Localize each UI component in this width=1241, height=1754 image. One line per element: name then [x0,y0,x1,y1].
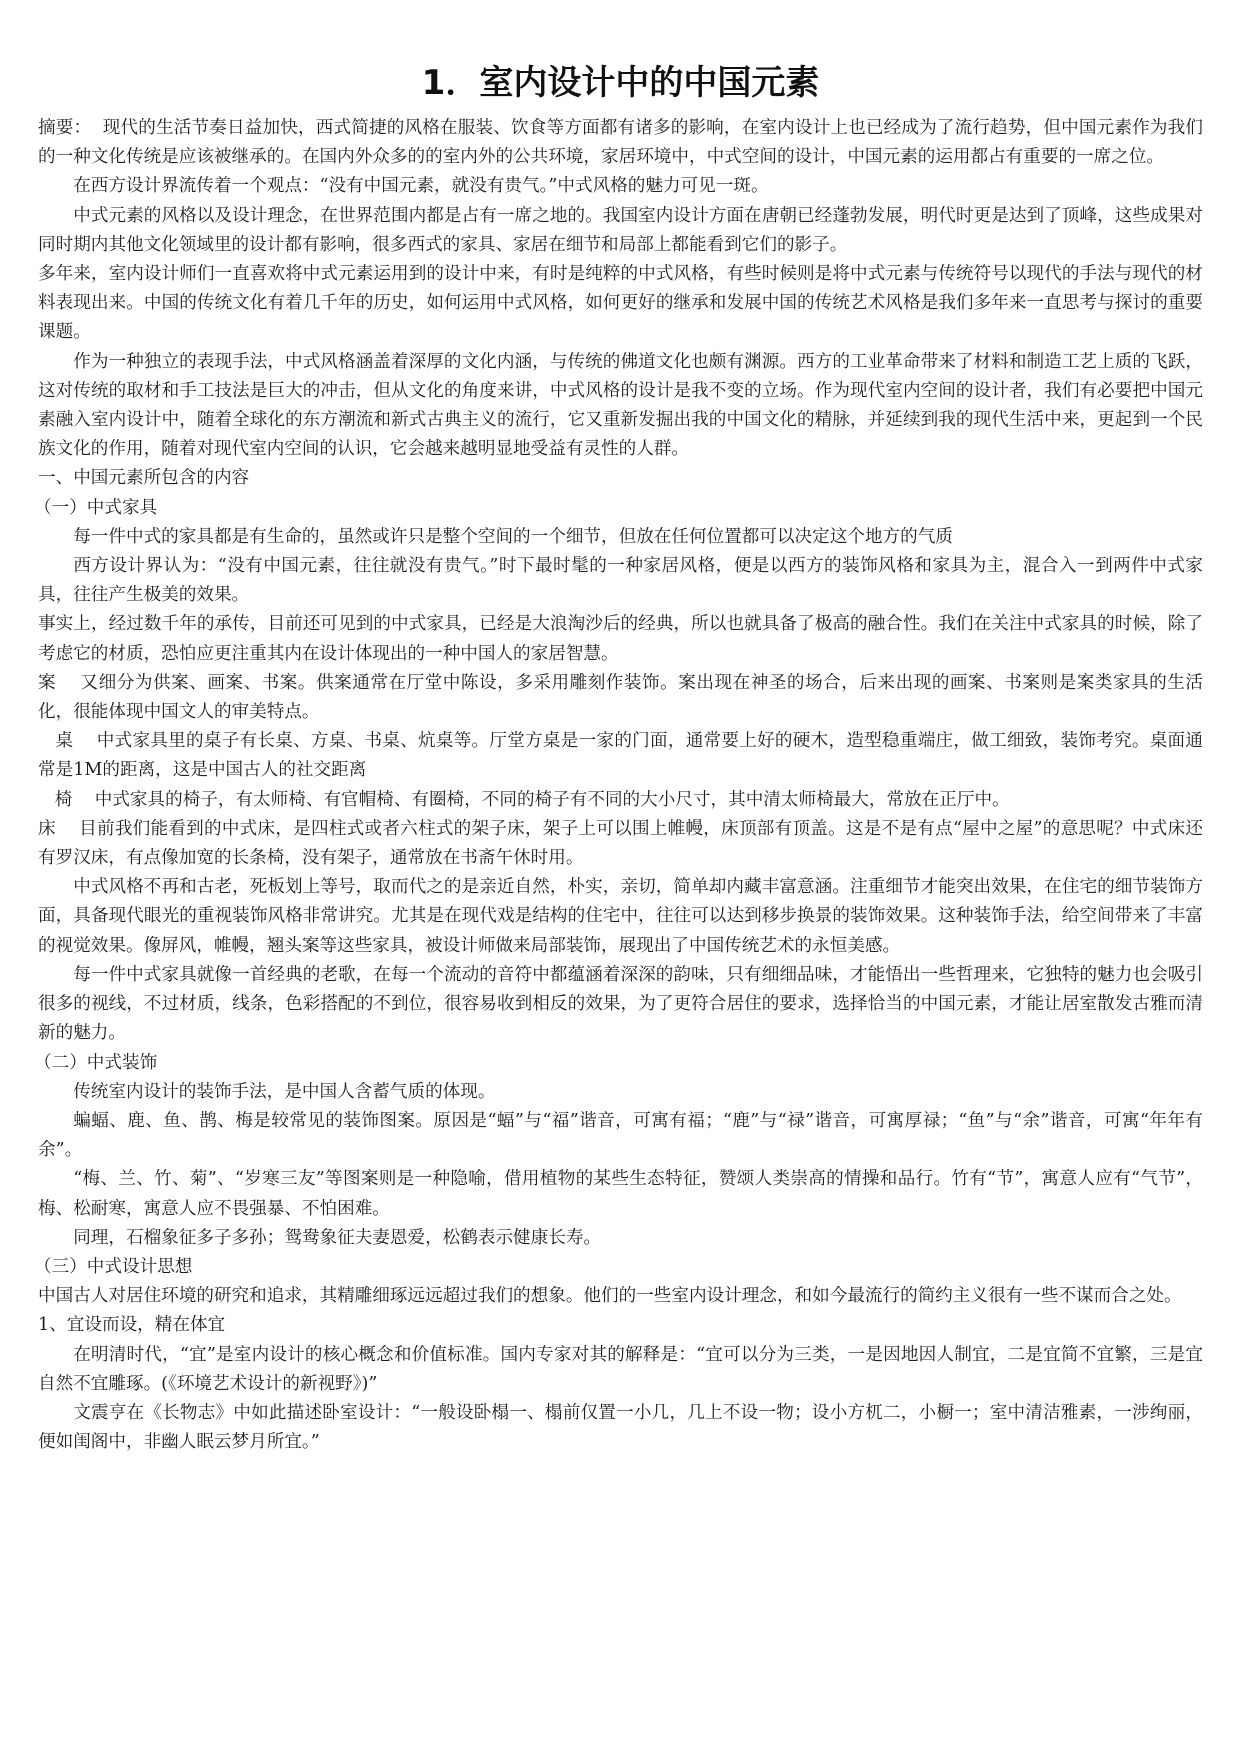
paragraph: 中式元素的风格以及设计理念，在世界范围内都是占有一席之地的。我国室内设计方面在唐朝已经蓬勃发展，明代时更是达到了顶峰，这些成果对同时期内其他文化领域里的设计都有影响，很多西式的家具、家居在细节和局部上都能看到它们的影子。 [38,205,1203,255]
subsection-heading: （二）中式装饰 [34,1052,158,1073]
paragraph: 中式风格不再和古老，死板划上等号，取而代之的是亲近自然，朴实，亲切，简单却内藏丰富意涵。注重细节才能突出效果，在住宅的细节装饰方面，具备现代眼光的重视装饰风格非常讲究。尤其是在现代戏是结构的住宅中，往往可以达到移步换景的装饰效果。这种装饰手法，给空间带来了丰富的视觉效果。像屏风，帷幔，翘头案等这些家具，被设计师做来局部装饰，展现出了中国传统艺术的永恒美感。 [38,877,1203,956]
document-body [34,114,1203,1457]
paragraph: 桌 中式家具里的桌子有长桌、方桌、书桌、炕桌等。厅堂方桌是一家的门面，通常要上好的硬木，造型稳重端庄，做工细致，装饰考究。桌面通常是1M的距离，这是中国古人的社交距离 [38,731,1203,781]
paragraph: 事实上，经过数千年的承传，目前还可见到的中式家具，已经是大浪淘沙后的经典，所以也就具备了极高的融合性。我们在关注中式家具的时候，除了考虑它的材质，恐怕应更注重其内在设计体现出的一种中国人的家居智慧。 [38,614,1203,664]
paragraph: 每一件中式的家具都是有生命的，虽然或许只是整个空间的一个细节，但放在任何位置都可以决定这个地方的气质 [73,526,953,547]
paragraph: 摘要： 现代的生活节奏日益加快，西式简捷的风格在服装、饮食等方面都有诸多的影响，在室内设计上也已经成为了流行趋势，但中国元素作为我们的一种文化传统是应该被继承的。在国内外众多的的室内外的公共环境，家居环境中，中式空间的设计，中国元素的运用都占有重要的一席之位。 [38,118,1203,168]
subsection-heading: （一）中式家具 [34,497,158,518]
paragraph: 案 又细分为供案、画案、书案。供案通常在厅堂中陈设，多采用雕刻作装饰。案出现在神圣的场合，后来出现的画案、书案则是案类家具的生活化，很能体现中国文人的审美特点。 [38,672,1203,723]
paragraph: 在西方设计界流传着一个观点：“没有中国元素，就没有贵气。”中式风格的魅力可见一斑。 [73,176,769,197]
section-heading: 一、中国元素所包含的内容 [38,468,250,489]
document-title: 1．室内设计中的中国元素 [421,63,820,103]
paragraph: “梅、兰、竹、菊”、“岁寒三友”等图案则是一种隐喻，借用植物的某些生态特征，赞颂人类崇高的情操和品行。竹有“节”，寓意人应有“气节”，梅、松耐寒，寓意人应不畏强暴、不怕困难。 [38,1169,1203,1219]
paragraph: 床 目前我们能看到的中式床，是四柱式或者六柱式的架子床，架子上可以围上帷幔，床顶部有顶盖。这是不是有点“屋中之屋”的意思呢？中式床还有罗汉床，有点像加宽的长条椅，没有架子，通常放在书斋午休时用。 [38,818,1203,869]
paragraph: 同理，石榴象征多子多孙；鸳鸯象征夫妻恩爱，松鹤表示健康长寿。 [73,1227,602,1248]
paragraph: 每一件中式家具就像一首经典的老歌，在每一个流动的音符中都蕴涵着深深的韵味，只有细细品味，才能悟出一些哲理来，它独特的魅力也会吸引很多的视线，不过材质，线条，色彩搭配的不到位，很容易收到相反的效果，为了更符合居住的要求，选择恰当的中国元素，才能让居室散发古雅而清新的魅力。 [38,964,1203,1044]
section-heading: 1、宜设而设，精在体宜 [38,1315,226,1336]
paragraph: 多年来，室内设计师们一直喜欢将中式元素运用到的设计中来，有时是纯粹的中式风格，有些时候则是将中式元素与传统符号以现代的手法与现代的材料表现出来。中国的传统文化有着几千年的历史，如何运用中式风格，如何更好的继承和发展中国的传统艺术风格是我们多年来一直思考与探讨的重要课题。 [38,264,1203,343]
paragraph: 在明清时代，“宜”是室内设计的核心概念和价值标准。国内专家对其的解释是：“宜可以分为三类，一是因地因人制宜，二是宜简不宜繁，三是宜自然不宜雕琢。(《环境艺术设计的新视野》)” [38,1344,1203,1394]
paragraph: 中国古人对居住环境的研究和追求，其精雕细琢远远超过我们的想象。他们的一些室内设计理念，和如今最流行的简约主义很有一些不谋而合之处。 [38,1286,1182,1307]
paragraph: 作为一种独立的表现手法，中式风格涵盖着深厚的文化内涵，与传统的佛道文化也颇有渊源。西方的工业革命带来了材料和制造工艺上质的飞跃，这对传统的取材和手工技法是巨大的冲击，但从文化的角度来讲，中式风格的设计是我不变的立场。作为现代室内空间的设计者，我们有必要把中国元素融入室内设计中，随着全球化的东方潮流和新式古典主义的流行，它又重新发掘出我的中国文化的精脉，并延续到我的现代生活中来，更起到一个民族文化的作用，随着对现代室内空间的认识，它会越来越明显地受益有灵性的人群。 [38,351,1203,460]
subsection-heading: （三）中式设计思想 [34,1256,193,1277]
paragraph: 蝙蝠、鹿、鱼、鹊、梅是较常见的装饰图案。原因是“蝠”与“福”谐音，可寓有福；“鹿”与“禄”谐音，可寓厚禄；“鱼”与“余”谐音，可寓“年年有余”。 [38,1110,1203,1161]
paragraph: 椅 中式家具的椅子，有太师椅、有官帽椅、有圈椅，不同的椅子有不同的大小尺寸，其中清太师椅最大，常放在正厅中。 [38,789,1010,810]
paragraph: 文震亨在《长物志》中如此描述卧室设计：“一般设卧榻一、榻前仅置一小几，几上不设一物；设小方杌二，小橱一；室中清洁雅素，一涉绚丽，便如闺阁中，非幽人眠云梦月所宜。” [38,1402,1203,1453]
paragraph: 西方设计界认为：“没有中国元素，往往就没有贵气。”时下最时髦的一种家居风格，便是以西方的装饰风格和家具为主，混合入一到两件中式家具，往往产生极美的效果。 [38,556,1203,606]
paragraph: 传统室内设计的装饰手法，是中国人含蓄气质的体现。 [73,1081,496,1102]
